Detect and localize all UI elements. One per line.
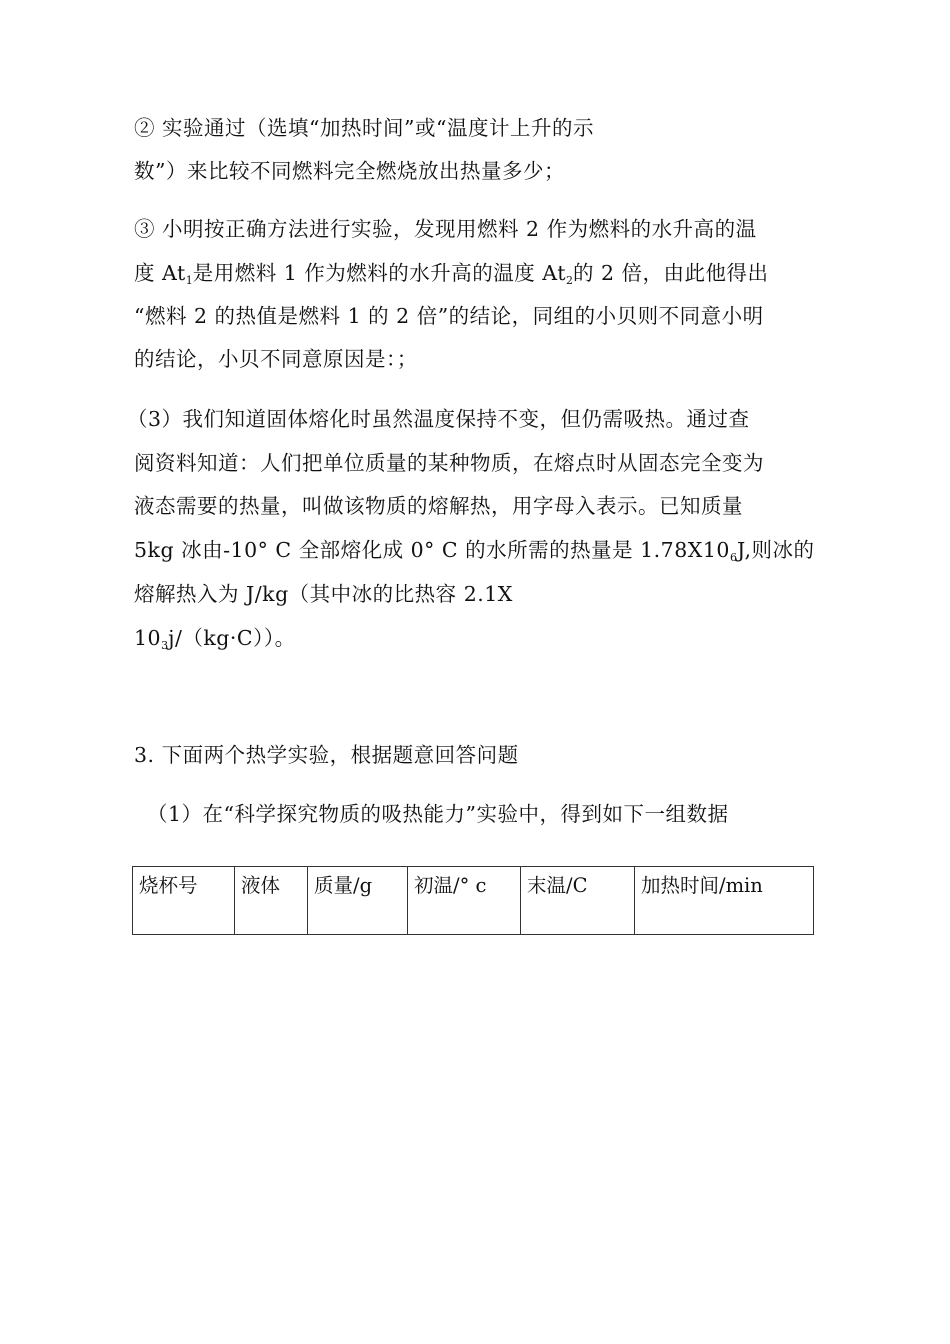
p3-subscript-3: 3	[161, 639, 169, 652]
q2-line-2: 数”）来比较不同燃料完全燃烧放出热量多少；	[134, 159, 565, 183]
q3-line-2	[134, 259, 769, 295]
q3-line-2-part-c: 的 2 倍，由此他得出	[572, 261, 769, 285]
header-cell-beaker: 烧杯号	[133, 867, 235, 935]
p3-subscript-6: 6	[729, 551, 737, 564]
p3-line-5: 熔解热入为 J/kg（其中冰的比热容 2.1X	[134, 582, 513, 606]
p3-line-6-part-a: 10	[134, 626, 162, 650]
q3-line-3: “燃料 2 的热值是燃料 1 的 2 倍”的结论，同组的小贝则不同意小明	[134, 304, 764, 328]
q2-line-1: ② 实验通过（选填“加热时间”或“温度计上升的示	[134, 116, 594, 140]
table-header-row	[133, 867, 814, 935]
header-cell-final-temp: 末温/C	[521, 867, 635, 935]
data-table	[132, 866, 814, 935]
p3-line-1: （3）我们知道固体熔化时虽然温度保持不变，但仍需吸热。通过查	[127, 407, 750, 431]
q3-subscript-2: 2	[565, 274, 573, 287]
header-cell-heating-time: 加热时间/min	[635, 867, 814, 935]
q3-line-2-part-a: 度 At	[134, 261, 186, 285]
question-3-title: 3. 下面两个热学实验，根据题意回答问题	[134, 743, 519, 767]
p3-line-4-part-a: 5kg 冰由-10° C 全部熔化成 0° C 的水所需的热量是 1.78X10	[134, 538, 730, 562]
header-cell-liquid: 液体	[235, 867, 308, 935]
q3-subscript-1: 1	[185, 274, 193, 287]
header-cell-mass: 质量/g	[308, 867, 408, 935]
header-cell-initial-temp: 初温/° c	[408, 867, 521, 935]
p3-line-3: 液态需要的热量，叫做该物质的熔解热，用字母入表示。已知质量	[134, 494, 743, 518]
p3-line-4	[134, 536, 815, 572]
p3-line-4-part-b: J,则冰的	[736, 538, 815, 562]
q3-line-1: ③ 小明按正确方法进行实验，发现用燃料 2 作为燃料的水升高的温	[134, 217, 757, 241]
question-3-subpart-1: （1）在“科学探究物质的吸热能力”实验中，得到如下一组数据	[147, 802, 729, 826]
q3-line-2-part-b: 是用燃料 1 作为燃料的水升高的温度 At	[192, 261, 566, 285]
p3-line-2: 阅资料知道：人们把单位质量的某种物质，在熔点时从固态完全变为	[134, 451, 764, 475]
q3-line-4: 的结论，小贝不同意原因是：；	[134, 347, 418, 371]
p3-line-6-part-b: j/（kg·C））。	[168, 626, 296, 650]
p3-line-6	[134, 624, 296, 660]
